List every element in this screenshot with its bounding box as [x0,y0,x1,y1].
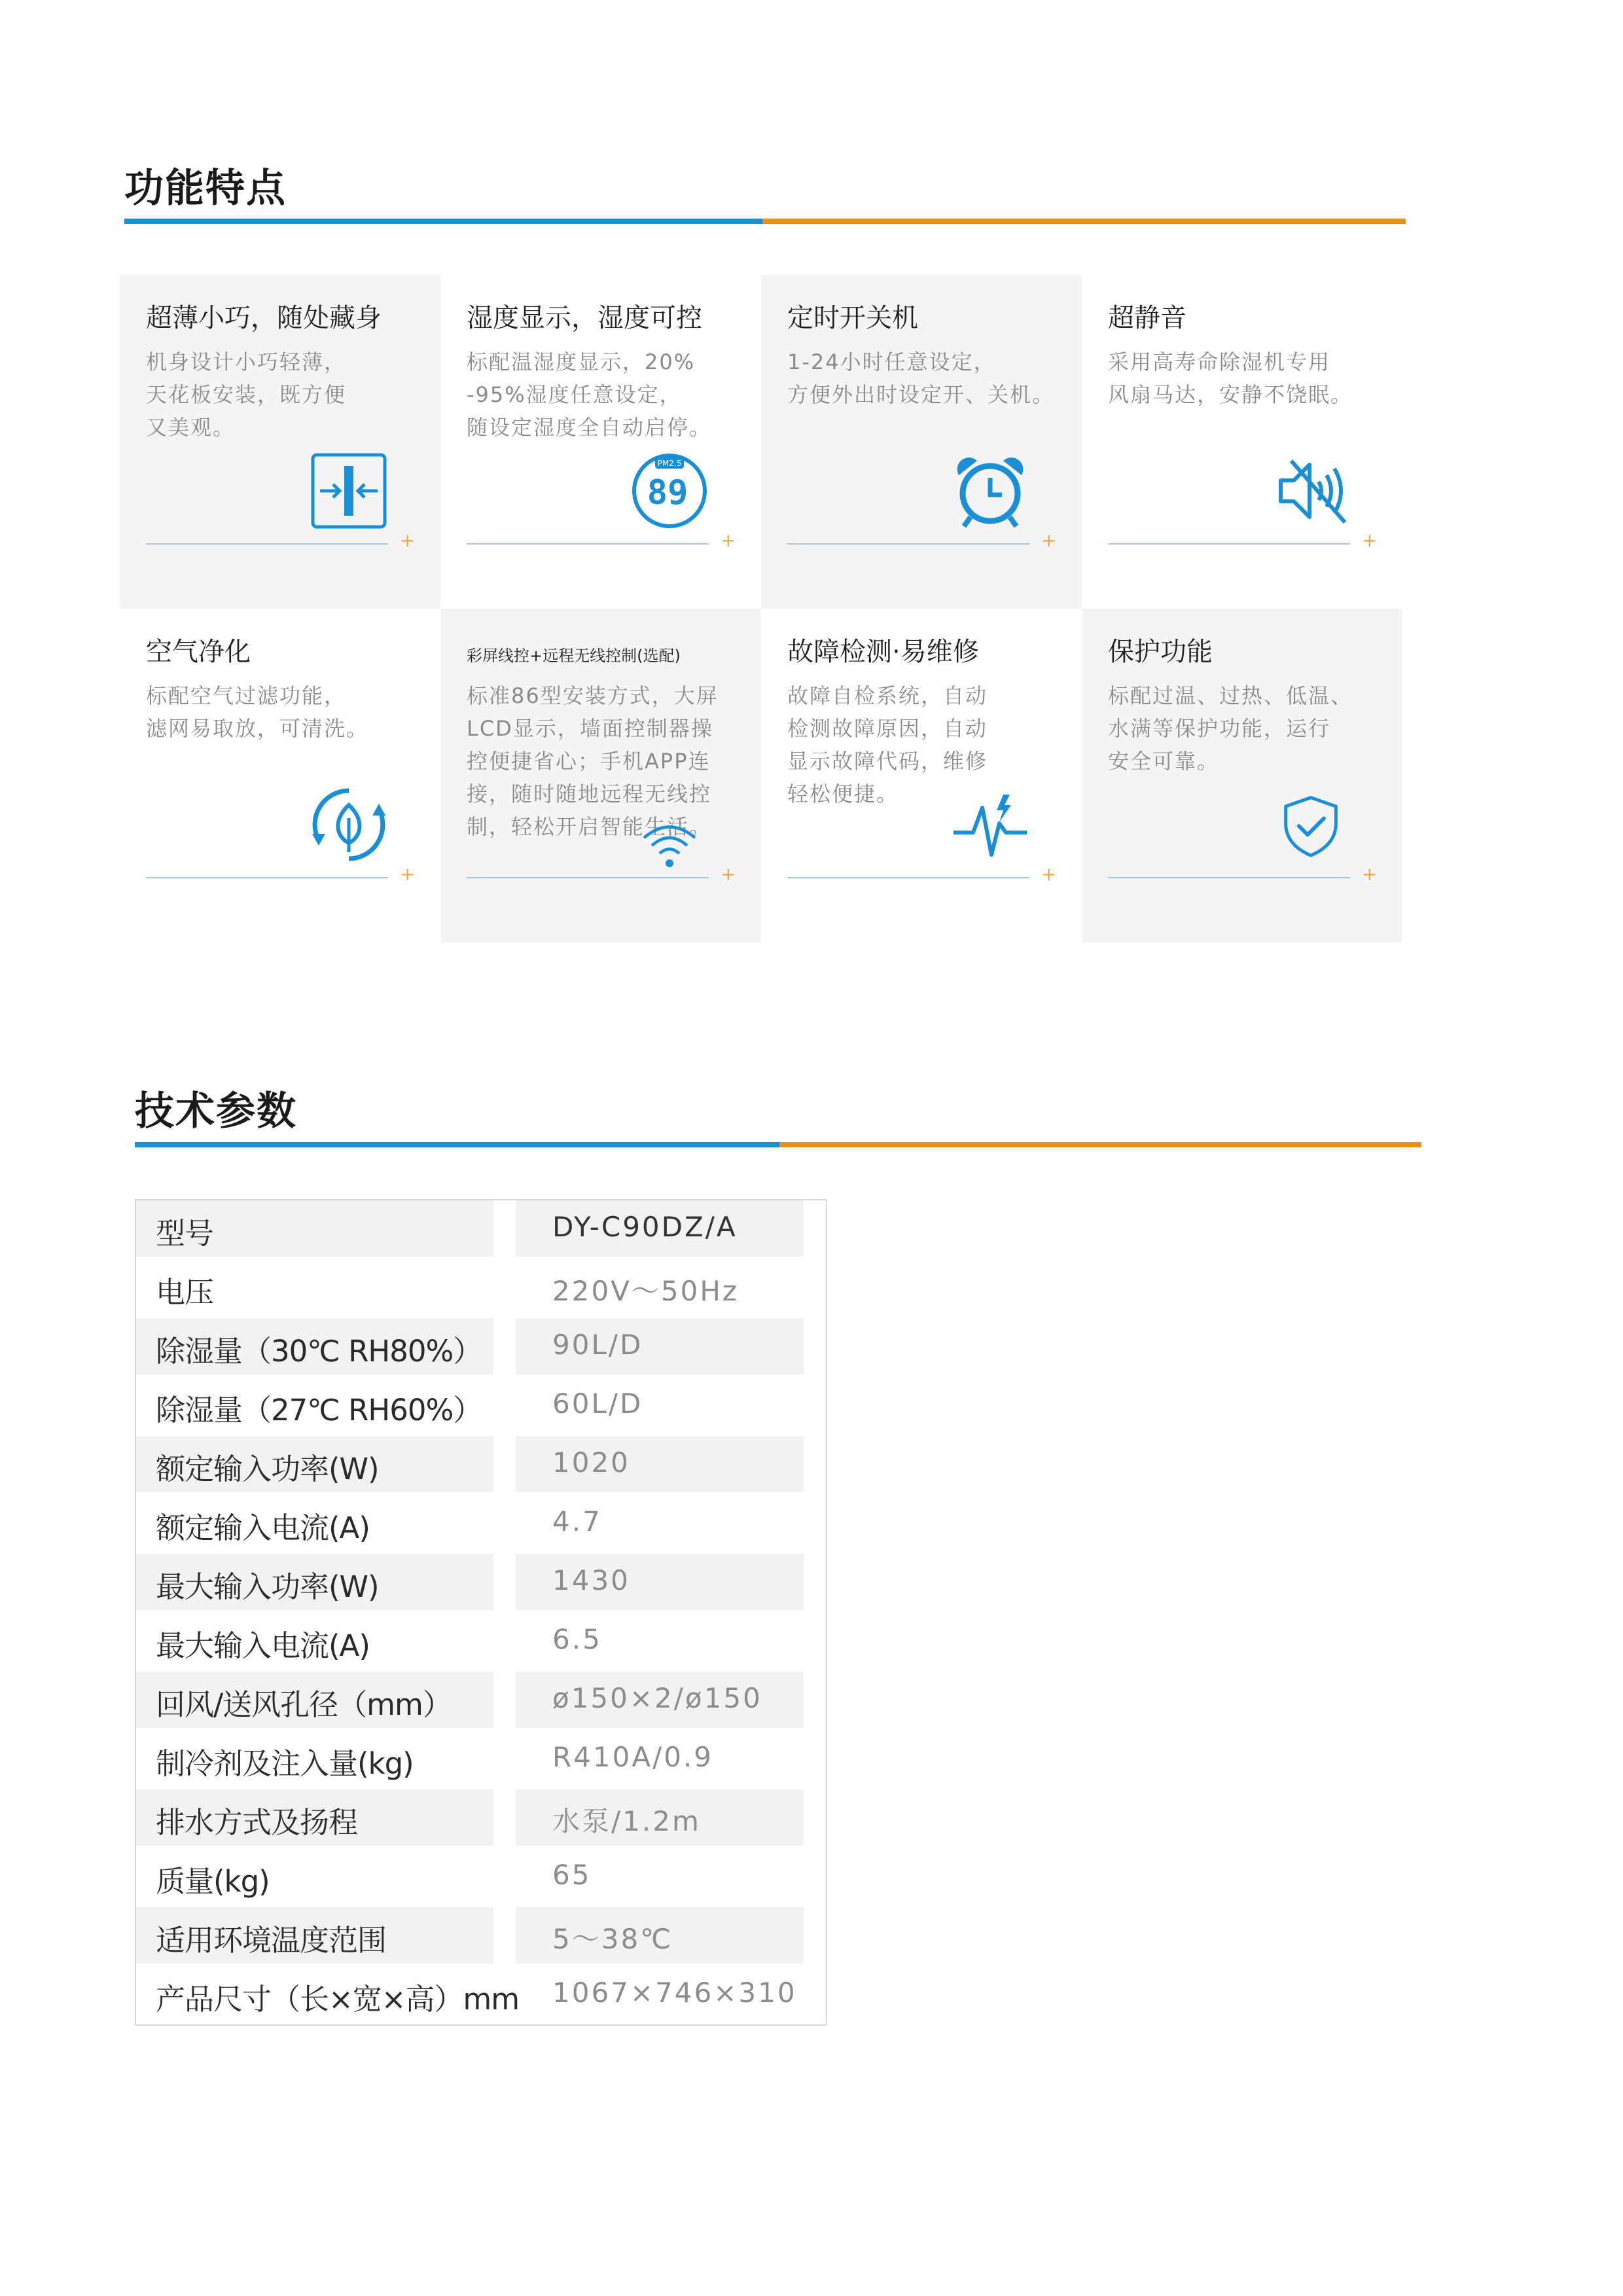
spec-value: DY-C90DZ/A [552,1211,738,1243]
feature-desc: 1-24小时任意设定， 方便外出时设定开、关机。 [787,350,1055,407]
feature-grid [120,275,1402,942]
display-digits: 89 [647,473,688,512]
feature-underline [787,543,1029,545]
spec-value: 1430 [552,1564,630,1596]
spec-row [136,1848,829,1907]
feature-title: 湿度显示，湿度可控 [467,303,702,333]
feature-underline [1108,543,1350,545]
specs-table [135,1199,827,2026]
spec-value: 65 [552,1859,592,1891]
spec-value: ø150×2/ø150 [552,1682,762,1714]
feature-underline [467,877,709,878]
spec-row [136,1495,829,1554]
feature-card-protection [1082,609,1402,942]
spec-label: 回风/送风孔径（mm） [156,1687,452,1722]
spec-value: 5～38℃ [552,1923,673,1955]
features-section-divider [124,219,1406,224]
spec-label: 产品尺寸（长×宽×高）mm [156,1982,520,2017]
feature-card-timer [761,275,1082,609]
feature-title: 超薄小巧，随处藏身 [146,303,382,333]
feature-desc: 标配空气过滤功能， 滤网易取放，可清洗。 [146,683,369,741]
wifi-icon [630,818,709,877]
spec-row [136,1200,829,1259]
spec-value: 水泵/1.2m [552,1805,701,1837]
spec-value: 6.5 [552,1623,602,1655]
feature-card-slim [120,275,440,609]
spec-row [136,1966,829,2025]
shield-check-icon [1272,793,1350,859]
feature-card-humidity [440,275,761,609]
spec-label: 额定输入功率(W) [156,1452,379,1486]
pulse-fault-icon [951,785,1029,864]
feature-plus-mark: + [1362,863,1378,885]
spec-row [136,1907,829,1966]
feature-plus-mark: + [1041,863,1057,885]
feature-card-diagnosis [761,609,1082,942]
spec-row [136,1731,829,1789]
feature-title: 保护功能 [1108,637,1213,667]
feature-title: 定时开关机 [787,303,918,333]
spec-value: 90L/D [552,1329,643,1361]
humidity-display-icon [630,452,709,530]
feature-title: 空气净化 [146,637,251,667]
spec-row [136,1436,829,1495]
spec-value: 60L/D [552,1388,643,1420]
spec-value: 1020 [552,1446,630,1479]
spec-label: 最大输入电流(A) [156,1628,370,1663]
feature-desc: 标准86型安装方式，大屏 LCD显示，墙面控制器操 控便捷省心；手机APP连 接，随时随地远程无线控 制，轻松开启智能生活。 [467,683,719,839]
feature-plus-mark: + [721,863,736,885]
spec-label: 电压 [156,1275,214,1310]
feature-plus-mark: + [1041,529,1057,551]
feature-desc: 采用高寿命除湿机专用 风扇马达，安静不饶眠。 [1108,350,1353,407]
leaf-recycle-icon [310,785,388,864]
feature-plus-mark: + [400,529,416,551]
spec-label: 除湿量（27℃ RH60%） [156,1393,482,1427]
spec-label: 额定输入电流(A) [156,1511,370,1545]
feature-underline [467,543,709,545]
feature-title: 彩屏线控+远程无线控制(选配) [467,647,681,665]
spec-value: 220V～50Hz [552,1275,739,1307]
spec-row [136,1318,829,1377]
mute-speaker-icon [1272,452,1350,530]
spec-label: 除湿量（30℃ RH80%） [156,1334,482,1369]
feature-desc: 标配过温、过热、低温、 水满等保护功能，运行 安全可靠。 [1108,683,1353,774]
spec-label: 质量(kg) [156,1864,270,1899]
feature-card-quiet [1082,275,1402,609]
feature-plus-mark: + [1362,529,1378,551]
feature-desc: 故障自检系统，自动 检测故障原因，自动 显示故障代码，维修 轻松便捷。 [787,683,988,806]
spec-row [136,1672,829,1731]
spec-value: 4.7 [552,1505,602,1537]
feature-card-purify [120,609,440,942]
feature-desc: 标配温湿度显示，20% -95%湿度任意设定， 随设定湿度全自动启停。 [467,350,712,440]
spec-row [136,1554,829,1613]
spec-label: 制冷剂及注入量(kg) [156,1746,414,1781]
feature-card-remote [440,609,761,942]
spec-row [136,1613,829,1672]
spec-value: 1067×746×310 [552,1977,797,2009]
feature-underline [146,543,388,545]
spec-label: 适用环境温度范围 [156,1923,387,1958]
feature-title: 超静音 [1108,303,1186,333]
spec-row [136,1377,829,1436]
specs-section-title: 技术参数 [135,1088,297,1134]
display-badge-text: PM2.5 [657,459,682,468]
spec-row [136,1259,829,1318]
spec-label: 型号 [156,1216,214,1251]
spec-label: 最大输入功率(W) [156,1570,379,1604]
specs-section-divider [135,1142,1421,1147]
spec-label: 排水方式及扬程 [156,1805,358,1840]
feature-plus-mark: + [721,529,736,551]
feature-underline [1108,877,1350,878]
feature-desc: 机身设计小巧轻薄， 天花板安装，既方便 又美观。 [146,350,347,440]
feature-title: 故障检测·易维修 [787,637,979,667]
spec-row [136,1789,829,1848]
spec-value: R410A/0.9 [552,1741,714,1773]
feature-underline [787,877,1029,878]
alarm-clock-icon [951,452,1029,530]
feature-plus-mark: + [400,863,416,885]
slim-compress-icon [310,452,388,530]
feature-underline [146,877,388,878]
features-section-title: 功能特点 [124,166,287,211]
